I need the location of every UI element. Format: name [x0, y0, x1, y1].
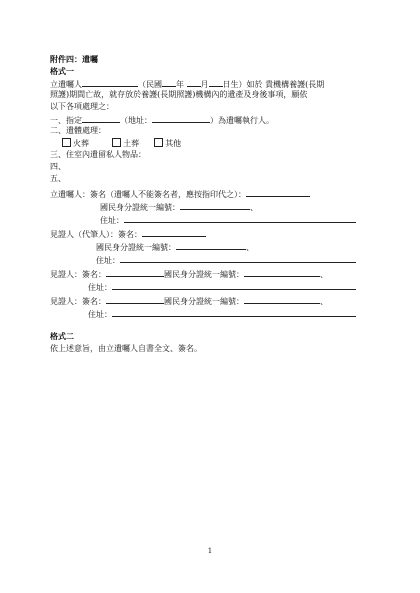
format1-heading: 格式一 [50, 66, 74, 76]
testator-address-line: 住址： [100, 214, 356, 226]
item-executor: 一、指定 （地址： ）為遺囑執行人。 [50, 116, 274, 125]
witness2-address-line: 住址： [88, 308, 356, 320]
testator-intro-line: 立遺囑人 （民國 年 月 日生）如於 貴機構養護(長期 [50, 80, 325, 89]
item-personal-belongings: 三、住室內遺留私人物品： [50, 150, 146, 159]
witness1-address-line: 住址： [88, 281, 356, 293]
option-other[interactable]: 其他 [154, 139, 181, 148]
item-five: 五、 [50, 174, 66, 183]
checkbox-icon[interactable] [112, 138, 121, 147]
witness1-id-blank[interactable] [244, 268, 320, 277]
witness2-signature-blank[interactable] [106, 295, 164, 304]
witness2-id-blank[interactable] [244, 295, 320, 304]
intro-line-3: 以下各項處理之： [50, 102, 114, 111]
page-number: 1 [207, 547, 213, 555]
birth-year-blank[interactable] [162, 78, 176, 87]
witness1-signature-blank[interactable] [106, 268, 164, 277]
scribe-signature-blank[interactable] [142, 228, 206, 237]
scribe-id-line: 國民身分證統一編號： 、 [96, 243, 254, 252]
witness2-signature-line: 見證人：簽名： 國民身分證統一編號： 、 [50, 297, 328, 306]
item-four: 四、 [50, 162, 66, 171]
scribe-address-blank[interactable] [120, 254, 356, 263]
testator-signature-blank[interactable] [246, 188, 310, 197]
testator-id-blank[interactable] [180, 201, 250, 210]
scribe-signature-line: 見證人（代筆人）：簽名： [50, 228, 206, 240]
checkbox-icon[interactable] [154, 138, 163, 147]
scribe-address-line: 住址： [96, 254, 356, 266]
witness1-address-blank[interactable] [112, 281, 356, 290]
testator-id-line: 國民身分證統一編號： 、 [100, 203, 258, 212]
checkbox-icon[interactable] [62, 138, 71, 147]
birth-month-blank[interactable] [187, 78, 201, 87]
item-body-disposal: 二、遺體處理： [50, 126, 106, 135]
option-cremation[interactable]: 火葬 [62, 139, 89, 148]
format2-heading: 格式二 [50, 331, 74, 341]
intro-line-2: 照護)期間亡故，就存放於養護(長期照護)機構內的遺產及身後事項，願依 [50, 90, 308, 99]
testator-address-blank[interactable] [124, 214, 356, 223]
testator-name-blank[interactable] [82, 78, 138, 87]
executor-name-blank[interactable] [82, 114, 120, 123]
executor-address-blank[interactable] [152, 114, 210, 123]
attachment-title: 附件四：遺囑 [50, 54, 98, 64]
format2-text: 依上述意旨，由立遺囑人自書全文、簽名。 [50, 344, 202, 353]
option-burial[interactable]: 土葬 [112, 139, 139, 148]
birth-day-blank[interactable] [209, 78, 223, 87]
body-disposal-options [62, 138, 181, 149]
witness1-signature-line: 見證人：簽名： 國民身分證統一編號： 、 [50, 270, 328, 279]
witness2-address-blank[interactable] [112, 308, 356, 317]
scribe-id-blank[interactable] [176, 241, 246, 250]
testator-signature-line: 立遺囑人：簽名（遺囑人不能簽名者，應按指印代之）： [50, 188, 310, 200]
